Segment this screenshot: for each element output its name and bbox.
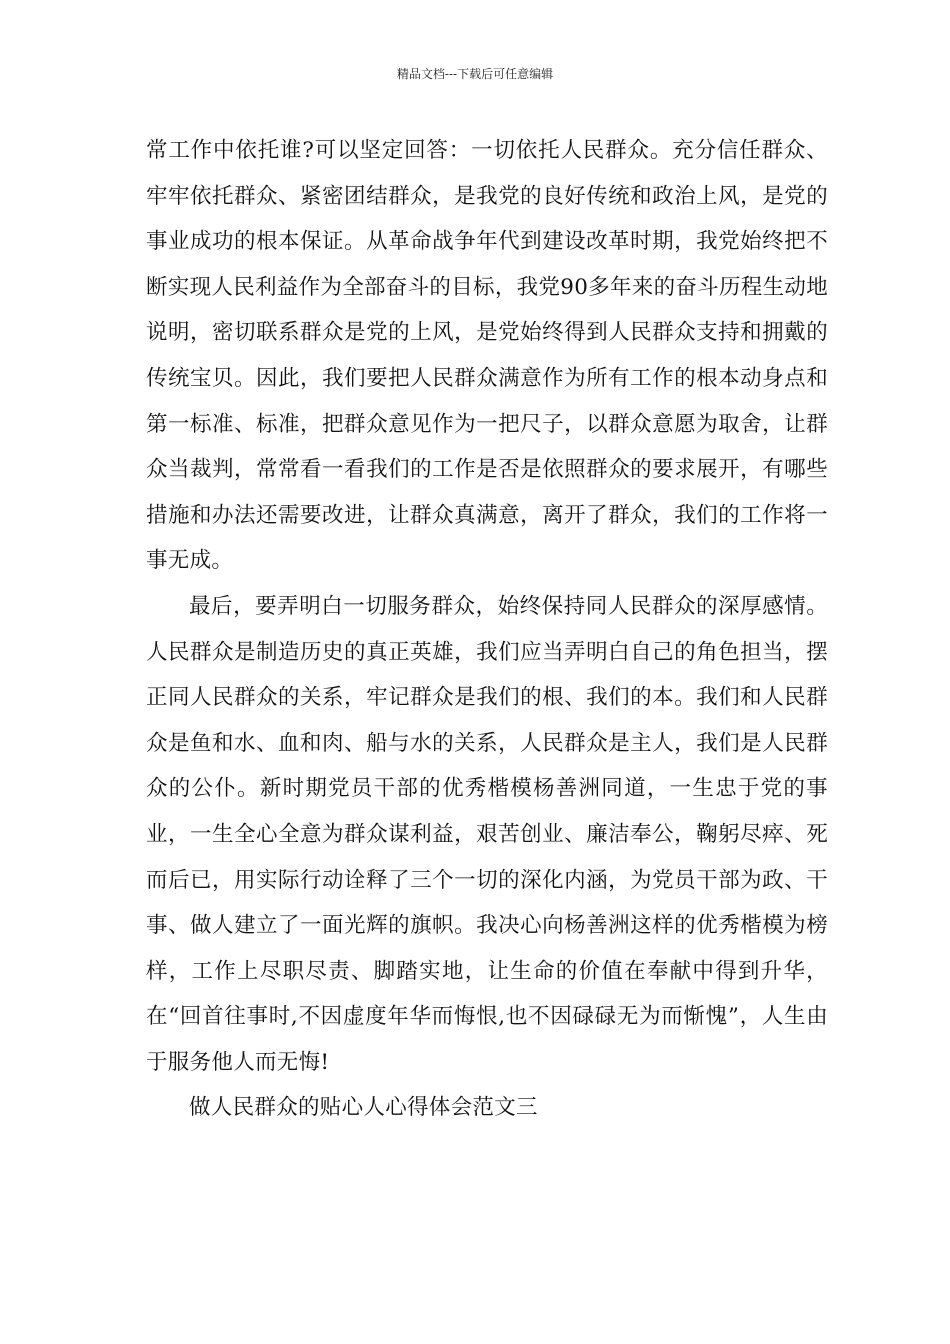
- section-heading: 做人民群众的贴心人心得体会范文三: [189, 1095, 538, 1121]
- paragraph-continuation: 常工作中依托谁?可以坚定回答：一切依托人民群众。充分信任群众、牢牢依托群众、紧密团结群众，是我党的良好传统和政治上风，是党的事业成功的根本保证。从革命战争年代到建设改革时期，我党始终把不断实现人民利益作为全部奋斗的目标，我党90多年来的奋斗历程生动地说明，密切联系群众是党的上风，是党始终得到人民群众支持和拥戴的传统宝贝。因此，我们要把人民群众满意作为所有工作的根本动身点和第一标准、标准，把群众意见作为一把尺子，以群众意愿为取舍，让群众当裁判，常常看一看我们的工作是否是依照群众的要求展开，有哪些措施和办法还需要改进，让群众真满意，离开了群众，我们的工作将一事无成。: [146, 138, 828, 574]
- page-header: 精品文档---下载后可任意编辑: [396, 67, 554, 81]
- document-body: [146, 128, 828, 1131]
- paragraph-serve-masses: 最后，要弄明白一切服务群众，始终保持同人民群众的深厚感情。人民群众是制造历史的真正英雄，我们应当弄明白自己的角色担当，摆正同人民群众的关系，牢记群众是我们的根、我们的本。我们和人民群众是鱼和水、血和肉、船与水的关系，人民群众是主人，我们是人民群众的公仆。新时期党员干部的优秀楷模杨善洲同道，一生忠于党的事业，一生全心全意为群众谋利益，艰苦创业、廉洁奉公，鞠躬尽瘁、死而后已，用实际行动诠释了三个一切的深化内涵，为党员干部为政、干事、做人建立了一面光辉的旗帜。我决心向杨善洲这样的优秀楷模为榜样，工作上尽职尽责、脚踏实地，让生命的价值在奉献中得到升华，在“回首往事时,不因虚度年华而悔恨,也不因碌碌无为而惭愧”，人生由于服务他人而无悔!: [146, 593, 828, 1075]
